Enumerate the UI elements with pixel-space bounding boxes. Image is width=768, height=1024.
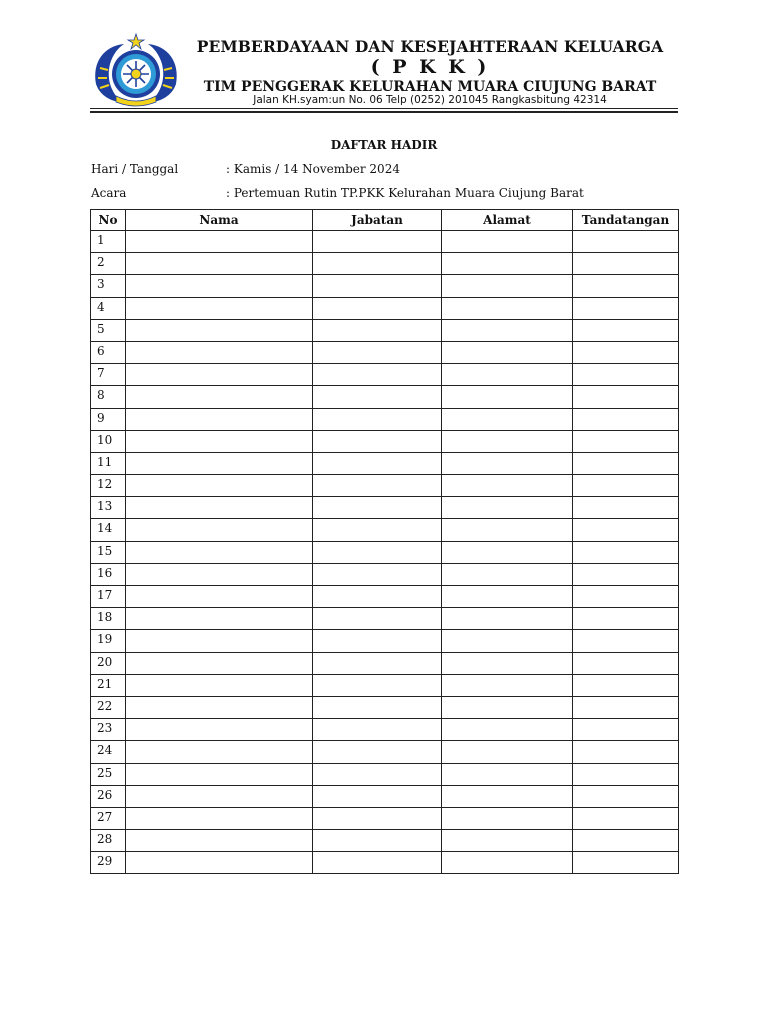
row-number: 7: [91, 364, 126, 386]
organization-abbreviation: ( P K K ): [370, 56, 490, 78]
address-cell: [442, 497, 573, 519]
table-row: [91, 719, 679, 741]
row-number: 13: [91, 497, 126, 519]
signature-cell: [573, 475, 679, 497]
name-cell: [126, 275, 313, 297]
signature-cell: [573, 830, 679, 852]
signature-cell: [573, 386, 679, 408]
name-cell: [126, 430, 313, 452]
name-cell: [126, 807, 313, 829]
address-cell: [442, 852, 573, 874]
position-cell: [313, 741, 442, 763]
position-cell: [313, 763, 442, 785]
address-cell: [442, 231, 573, 253]
position-cell: [313, 364, 442, 386]
address-cell: [442, 608, 573, 630]
address-cell: [442, 563, 573, 585]
table-row: [91, 674, 679, 696]
position-cell: [313, 541, 442, 563]
address-cell: [442, 696, 573, 718]
name-cell: [126, 630, 313, 652]
document-title: DAFTAR HADIR: [330, 138, 438, 152]
address-cell: [442, 519, 573, 541]
name-cell: [126, 408, 313, 430]
name-cell: [126, 830, 313, 852]
name-cell: [126, 586, 313, 608]
table-row: [91, 430, 679, 452]
table-row: [91, 275, 679, 297]
position-cell: [313, 319, 442, 341]
date-value: : Kamis / 14 November 2024: [226, 162, 400, 176]
attendance-table: [90, 209, 679, 874]
signature-cell: [573, 852, 679, 874]
position-cell: [313, 608, 442, 630]
signature-cell: [573, 519, 679, 541]
row-number: 12: [91, 475, 126, 497]
signature-cell: [573, 586, 679, 608]
row-number: 6: [91, 341, 126, 363]
signature-cell: [573, 452, 679, 474]
signature-cell: [573, 430, 679, 452]
name-cell: [126, 231, 313, 253]
signature-cell: [573, 630, 679, 652]
table-row: [91, 475, 679, 497]
position-cell: [313, 231, 442, 253]
signature-cell: [573, 364, 679, 386]
signature-cell: [573, 719, 679, 741]
name-cell: [126, 297, 313, 319]
name-cell: [126, 696, 313, 718]
table-row: [91, 696, 679, 718]
position-cell: [313, 253, 442, 275]
address-cell: [442, 430, 573, 452]
name-cell: [126, 785, 313, 807]
row-number: 26: [91, 785, 126, 807]
organization-title: PEMBERDAYAAN DAN KESEJAHTERAAN KELUARGA: [196, 37, 664, 56]
address-cell: [442, 253, 573, 275]
signature-cell: [573, 807, 679, 829]
row-number: 14: [91, 519, 126, 541]
row-number: 25: [91, 763, 126, 785]
position-cell: [313, 807, 442, 829]
table-row: [91, 364, 679, 386]
address-cell: [442, 674, 573, 696]
address-cell: [442, 719, 573, 741]
name-cell: [126, 674, 313, 696]
position-cell: [313, 452, 442, 474]
address-cell: [442, 807, 573, 829]
address-cell: [442, 630, 573, 652]
table-row: [91, 541, 679, 563]
attendance-table-body: [91, 231, 679, 874]
address-cell: [442, 408, 573, 430]
row-number: 10: [91, 430, 126, 452]
position-cell: [313, 519, 442, 541]
signature-cell: [573, 408, 679, 430]
address-cell: [442, 763, 573, 785]
column-header-alamat: Alamat: [442, 210, 573, 231]
table-header-row: [91, 210, 679, 231]
signature-cell: [573, 674, 679, 696]
name-cell: [126, 475, 313, 497]
team-name: TIM PENGGERAK KELURAHAN MUARA CIUJUNG BARAT: [203, 79, 657, 95]
column-header-nama: Nama: [126, 210, 313, 231]
table-row: [91, 297, 679, 319]
row-number: 28: [91, 830, 126, 852]
row-number: 21: [91, 674, 126, 696]
position-cell: [313, 719, 442, 741]
address-cell: [442, 475, 573, 497]
signature-cell: [573, 231, 679, 253]
name-cell: [126, 519, 313, 541]
table-row: [91, 785, 679, 807]
row-number: 1: [91, 231, 126, 253]
row-number: 29: [91, 852, 126, 874]
position-cell: [313, 652, 442, 674]
table-row: [91, 563, 679, 585]
address-cell: [442, 341, 573, 363]
row-number: 9: [91, 408, 126, 430]
position-cell: [313, 674, 442, 696]
name-cell: [126, 563, 313, 585]
row-number: 27: [91, 807, 126, 829]
table-row: [91, 608, 679, 630]
address-cell: [442, 586, 573, 608]
address-cell: [442, 386, 573, 408]
row-number: 18: [91, 608, 126, 630]
signature-cell: [573, 541, 679, 563]
row-number: 23: [91, 719, 126, 741]
table-row: [91, 741, 679, 763]
table-row: [91, 253, 679, 275]
signature-cell: [573, 741, 679, 763]
signature-cell: [573, 696, 679, 718]
signature-cell: [573, 319, 679, 341]
signature-cell: [573, 275, 679, 297]
signature-cell: [573, 297, 679, 319]
name-cell: [126, 497, 313, 519]
position-cell: [313, 430, 442, 452]
position-cell: [313, 586, 442, 608]
name-cell: [126, 652, 313, 674]
name-cell: [126, 253, 313, 275]
row-number: 15: [91, 541, 126, 563]
address-cell: [442, 830, 573, 852]
row-number: 22: [91, 696, 126, 718]
address-cell: [442, 785, 573, 807]
name-cell: [126, 319, 313, 341]
signature-cell: [573, 763, 679, 785]
name-cell: [126, 452, 313, 474]
position-cell: [313, 275, 442, 297]
table-row: [91, 652, 679, 674]
name-cell: [126, 341, 313, 363]
row-number: 5: [91, 319, 126, 341]
address-cell: [442, 319, 573, 341]
address-cell: [442, 541, 573, 563]
position-cell: [313, 563, 442, 585]
table-row: [91, 630, 679, 652]
header-divider-thick: [90, 111, 678, 113]
row-number: 17: [91, 586, 126, 608]
row-number: 16: [91, 563, 126, 585]
position-cell: [313, 408, 442, 430]
table-row: [91, 830, 679, 852]
event-label: Acara: [91, 186, 127, 200]
address-cell: [442, 741, 573, 763]
row-number: 4: [91, 297, 126, 319]
signature-cell: [573, 563, 679, 585]
table-row: [91, 519, 679, 541]
column-header-no: No: [91, 210, 126, 231]
position-cell: [313, 785, 442, 807]
name-cell: [126, 364, 313, 386]
organization-address: Jalan KH.syam:un No. 06 Telp (0252) 201045 Rangkasbitung 42314: [253, 94, 607, 106]
name-cell: [126, 852, 313, 874]
column-header-jabatan: Jabatan: [313, 210, 442, 231]
name-cell: [126, 386, 313, 408]
position-cell: [313, 475, 442, 497]
row-number: 20: [91, 652, 126, 674]
table-row: [91, 763, 679, 785]
address-cell: [442, 275, 573, 297]
position-cell: [313, 830, 442, 852]
signature-cell: [573, 608, 679, 630]
event-value: : Pertemuan Rutin TP.PKK Kelurahan Muara Ciujung Barat: [226, 186, 584, 200]
position-cell: [313, 630, 442, 652]
address-cell: [442, 364, 573, 386]
header-divider-thin: [90, 108, 678, 109]
row-number: 24: [91, 741, 126, 763]
table-row: [91, 231, 679, 253]
address-cell: [442, 652, 573, 674]
row-number: 19: [91, 630, 126, 652]
signature-cell: [573, 652, 679, 674]
table-row: [91, 386, 679, 408]
row-number: 2: [91, 253, 126, 275]
name-cell: [126, 719, 313, 741]
table-row: [91, 586, 679, 608]
address-cell: [442, 452, 573, 474]
table-row: [91, 341, 679, 363]
signature-cell: [573, 253, 679, 275]
position-cell: [313, 341, 442, 363]
position-cell: [313, 497, 442, 519]
address-cell: [442, 297, 573, 319]
row-number: 11: [91, 452, 126, 474]
name-cell: [126, 763, 313, 785]
position-cell: [313, 852, 442, 874]
signature-cell: [573, 341, 679, 363]
name-cell: [126, 741, 313, 763]
row-number: 8: [91, 386, 126, 408]
signature-cell: [573, 497, 679, 519]
position-cell: [313, 696, 442, 718]
table-row: [91, 408, 679, 430]
row-number: 3: [91, 275, 126, 297]
table-row: [91, 852, 679, 874]
signature-cell: [573, 785, 679, 807]
position-cell: [313, 297, 442, 319]
date-label: Hari / Tanggal: [91, 162, 179, 176]
table-row: [91, 807, 679, 829]
name-cell: [126, 541, 313, 563]
table-row: [91, 452, 679, 474]
position-cell: [313, 386, 442, 408]
table-row: [91, 319, 679, 341]
table-row: [91, 497, 679, 519]
name-cell: [126, 608, 313, 630]
column-header-tandatangan: Tandatangan: [573, 210, 679, 231]
